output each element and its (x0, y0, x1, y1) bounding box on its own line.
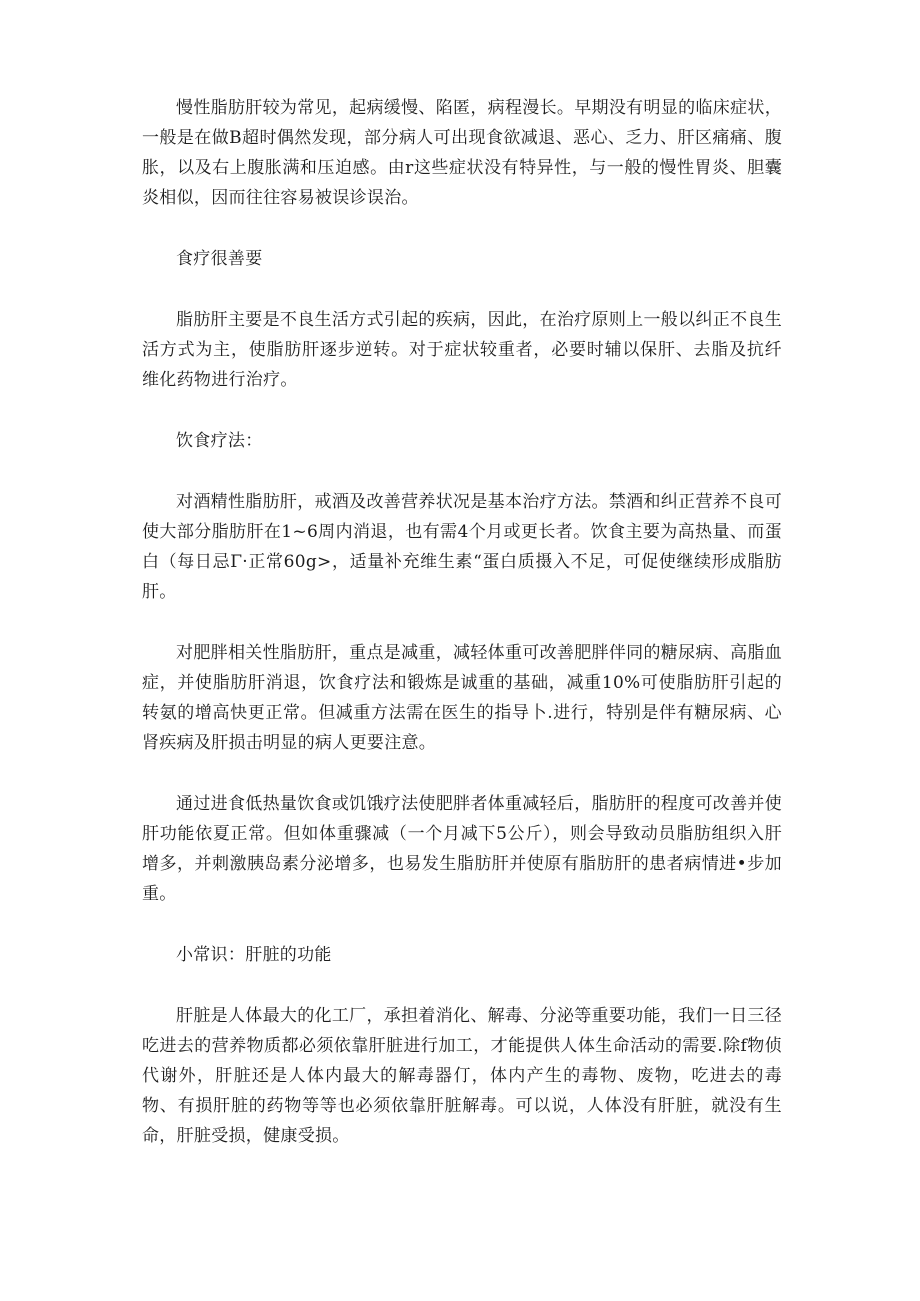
paragraph-liver-function: 肝脏是人体最大的化工厂，承担着消化、解毒、分泌等重要功能，我们一日三径吃进去的营养物质都必须依靠肝脏进行加工，才能提供人体生命活动的需要.除f物侦代谢外，肝脏还是人体内最大的解毒器仃，体内产生的毒物、废物，吃进去的毒物、有损肝脏的药物等等也必须依靠肝脏解毒。可以说，人体没有肝脏，就没有生命，肝脏受损，健康受损。 (142, 1006, 782, 1146)
paragraph-alcoholic-fatty-liver: 对酒精性脂肪肝，戒酒及改善营养状况是基本治疗方法。禁酒和纠正营养不良可使大部分脂肪肝在1~6周内消退，也有需4个月或更长者。饮食主要为高热量、而蛋白（每日忌Γ·正常60g>，适量补充维生素“蛋白质摄入不足，可促使继续形成脂肪肝。 (142, 492, 782, 602)
document-body (142, 93, 782, 1182)
section-heading-liver-function: 小常识：肝脏的功能 (176, 945, 332, 965)
section-heading-diet-therapy: 饮食疗法： (176, 431, 263, 451)
paragraph-obesity-fatty-liver: 对肥胖相关性脂肪肝，重点是减重，减轻体重可改善肥胖伴同的糖尿病、高脂血症，并使脂肪肝消退，饮食疗法和锻炼是诚重的基础，减重10%可使脂肪肝引起的转氨的增高快更正常。但减重方法需在医生的指导卜.进行，特别是伴有糖尿病、心肾疾病及肝损击明显的病人更要注意。 (142, 643, 782, 753)
section-heading-diet-importance: 食疗很善要 (176, 249, 263, 269)
paragraph-treatment-principle: 脂肪肝主要是不良生活方式引起的疾病，因此，在治疗原则上一般以纠正不良生活方式为主，使脂肪肝逐步逆转。对于症状较重者，必要时辅以保肝、去脂及抗纤维化药物进行治疗。 (142, 310, 782, 390)
paragraph-symptoms: 慢性脂肪肝较为常见，起病缓慢、陷匿，病程漫长。早期没有明显的临床症状，一般是在做B超时偶然发现，部分病人可出现食欲减退、恶心、乏力、肝区痛痛、腹胀，以及右上腹胀满和压迫感。由r这些症状没有特异性，与一般的慢性胃炎、胆囊炎相似，因而往往容易被误诊误治。 (142, 98, 782, 208)
paragraph-weight-loss-caution: 通过进食低热量饮食或饥饿疗法使肥胖者体重减轻后，脂肪肝的程度可改善并使肝功能依夏正常。但如体重骤减（一个月减下5公斤），则会导致动员脂肪组织入肝增多，并刺激胰岛素分泌增多，也易发生脂肪肝并使原有脂肪肝的患者病情进•步加重。 (142, 794, 782, 904)
